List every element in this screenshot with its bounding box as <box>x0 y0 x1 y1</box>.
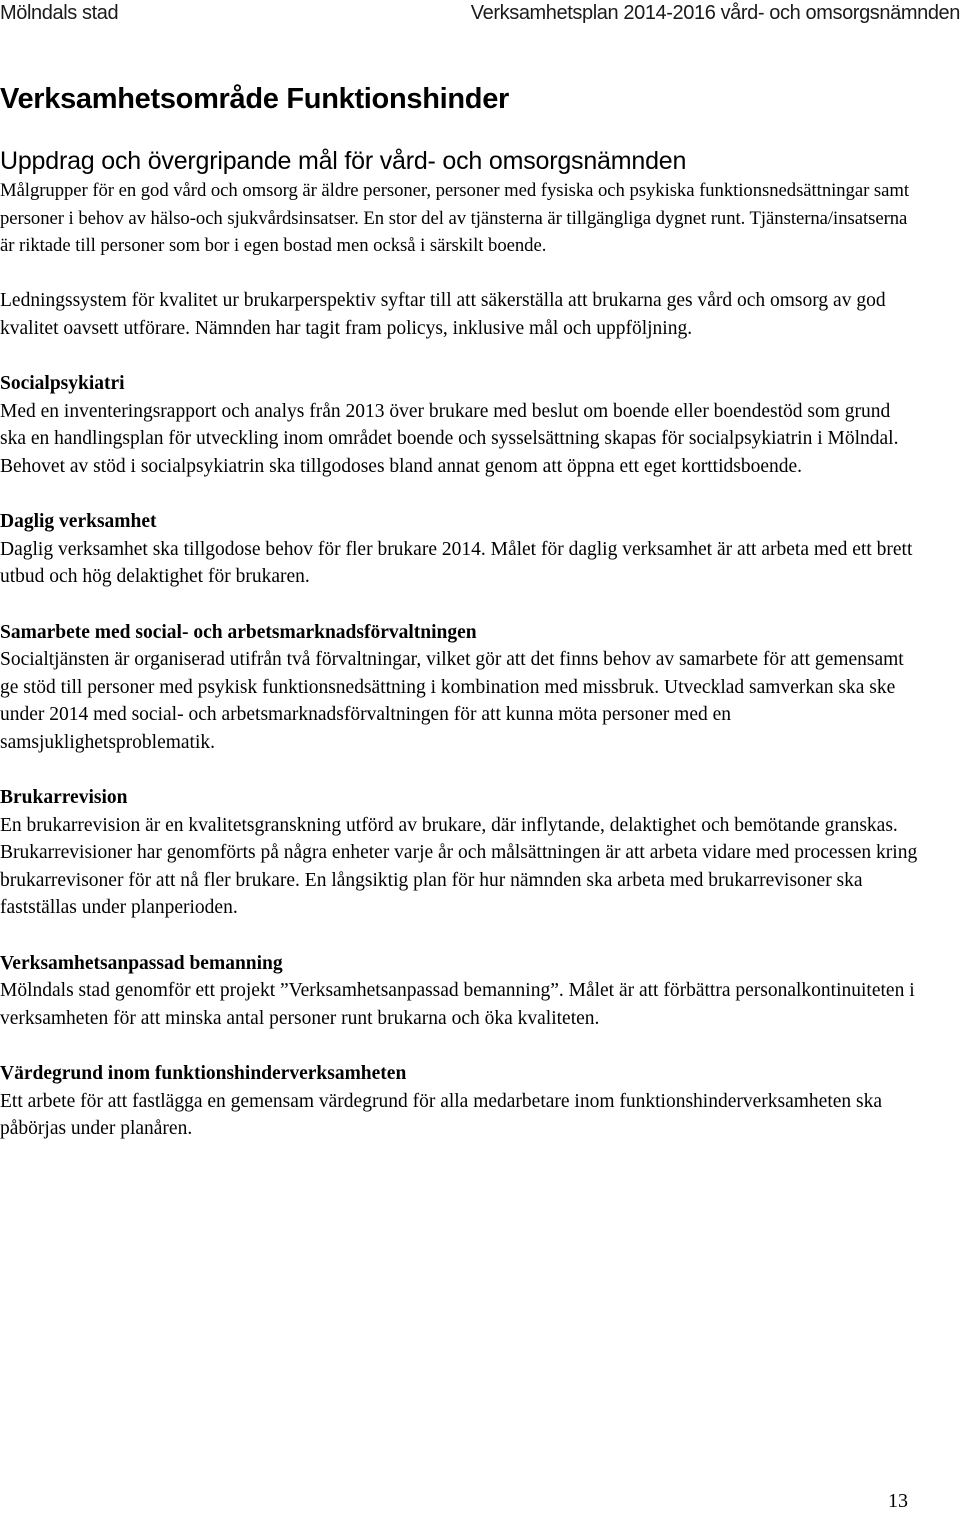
section-body-daglig-verksamhet: Daglig verksamhet ska tillgodose behov för fler brukare 2014. Målet för daglig verksamhet är att arbeta med ett brett utbud och hög delaktighet för brukaren. <box>0 538 913 588</box>
header-organization: Mölndals stad <box>0 2 119 24</box>
section-body-socialpsykiatri: Med en inventeringsrapport och analys från 2013 över brukare med beslut om boende eller boendestöd som grund ska en handlingsplan för utveckling inom området boende och sysselsättning skapas för socialpsykiatrin i Mölndal. Behovet av stöd i socialpsykiatrin ska tillgodoses bland annat genom att öppna ett eget korttidsboende. <box>0 400 899 477</box>
section-body-samarbete: Socialtjänsten är organiserad utifrån två förvaltningar, vilket gör att det finns behov av samarbete för att gemensamt ge stöd till personer med psykisk funktionsnedsättning i kombination med missbruk. Utvecklad samverkan ska ske under 2014 med social- och arbetsmarknadsförvaltningen för att kunna möta personer med en samsjuklighetsproblematik. <box>0 649 904 753</box>
document-body <box>0 177 920 1143</box>
page-subtitle: Uppdrag och övergripande mål för vård- och omsorgsnämnden <box>0 147 687 175</box>
section-title-brukarrevision: Brukarrevision <box>0 787 128 809</box>
section-title-daglig-verksamhet: Daglig verksamhet <box>0 511 157 533</box>
section-title-samarbete: Samarbete med social- och arbetsmarknadsförvaltningen <box>0 621 477 643</box>
section-title-socialpsykiatri: Socialpsykiatri <box>0 373 125 395</box>
page-title: Verksamhetsområde Funktionshinder <box>0 83 510 115</box>
section-body-vardegrund: Ett arbete för att fastlägga en gemensam värdegrund för alla medarbetare inom funktionshinderverksamheten ska påbörjas under planåren. <box>0 1090 883 1140</box>
section-body-brukarrevision: En brukarrevision är en kvalitetsgranskning utförd av brukare, där inflytande, delaktighet och bemötande granskas. Brukarrevisioner har genomförts på några enheter varje år och målsättningen är att arbeta vidare med processen kring brukarrevisoner för att nå fler brukare. En långsiktig plan för hur nämnden ska arbeta med brukarrevisoner ska fastställas under planperioden. <box>0 814 918 919</box>
section-body-bemanning: Mölndals stad genomför ett projekt ”Verksamhetsanpassad bemanning”. Målet är att förbättra personalkontinuiteten i verksamheten för att minska antal personer runt brukarna och öka kvaliteten. <box>0 980 915 1029</box>
intro-paragraph: Målgrupper för en god vård och omsorg är äldre personer, personer med fysiska och psykiska funktionsnedsättningar samt personer i behov av hälso-och sjukvårdsinsatser. En stor del av tjänsterna är tillgängliga dygnet runt. Tjänsterna/insatserna är riktade till personer som bor i egen bostad men också i särskilt boende. <box>0 180 909 257</box>
page-number: 13 <box>888 1490 908 1512</box>
header-document-title: Verksamhetsplan 2014-2016 vård- och omsorgsnämnden <box>470 2 960 24</box>
page-header <box>0 0 960 30</box>
section-title-bemanning: Verksamhetsanpassad bemanning <box>0 952 283 974</box>
quality-system-paragraph: Ledningssystem för kvalitet ur brukarperspektiv syftar till att säkerställa att brukarna ges vård och omsorg av god kvalitet oavsett utförare. Nämnden har tagit fram policys, inklusive mål och uppföljning. <box>0 290 886 339</box>
section-title-vardegrund: Värdegrund inom funktionshinderverksamheten <box>0 1063 407 1084</box>
